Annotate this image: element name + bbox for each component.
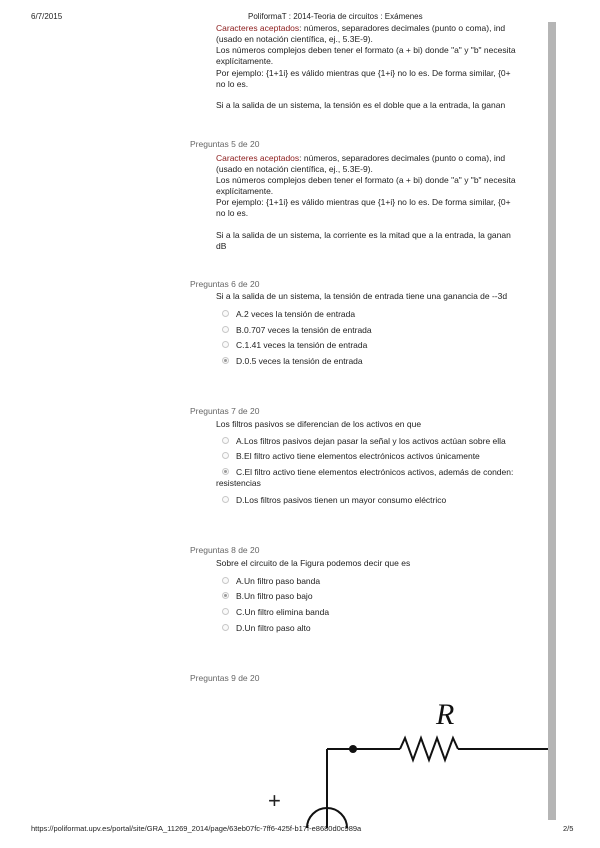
radio-button[interactable] [222,608,229,615]
help-line: explícitamente. [216,186,274,196]
scrollbar[interactable] [548,22,556,820]
question-heading-6: Preguntas 6 de 20 [190,279,260,289]
accepted-chars-label: Caracteres aceptados [216,23,300,33]
resistor-label: R [436,698,455,731]
help-line: explícitamente. [216,56,274,66]
circuit-diagram [260,688,548,828]
answer-option-d[interactable] [222,622,311,633]
help-line: (usado en notación científica, ej., 5.3E-9). [216,164,373,174]
question-text: Sobre el circuito de la Figura podemos decir que es [216,558,411,568]
radio-button-selected[interactable] [222,468,229,475]
help-line: (usado en notación científica, ej., 5.3E-9). [216,34,373,44]
accepted-chars-line [216,23,505,34]
question-heading-5: Preguntas 5 de 20 [190,139,260,149]
answer-option-c[interactable] [222,466,513,477]
option-label: B.0.707 veces la tensión de entrada [236,324,372,335]
option-label: C.1.41 veces la tensión de entrada [236,339,368,350]
question-text: Si a la salida de un sistema, la corriente es la mitad que a la entrada, la ganan [216,230,511,240]
option-label: B.El filtro activo tiene elementos electrónicos activos únicamente [236,450,480,461]
radio-button-selected[interactable] [222,592,229,599]
question-heading-7: Preguntas 7 de 20 [190,406,260,416]
option-label: A.2 veces la tensión de entrada [236,308,356,319]
print-date: 6/7/2015 [31,12,63,21]
radio-button[interactable] [222,496,229,503]
answer-option-d[interactable] [222,355,363,366]
answer-option-a[interactable] [222,575,320,586]
answer-option-c[interactable] [222,606,329,617]
option-label: C.Un filtro elimina banda [236,606,330,617]
radio-button[interactable] [222,341,229,348]
option-label: D.Un filtro paso alto [236,622,311,633]
help-line: Los números complejos deben tener el formato (a + bi) donde "a" y "b" necesita [216,45,516,55]
help-line: Por ejemplo: {1+1i} es válido mientras que {1+i} no lo es. De forma similar, {0+ [216,197,511,207]
option-label: D.Los filtros pasivos tienen un mayor consumo eléctrico [236,494,447,505]
radio-button[interactable] [222,577,229,584]
radio-button-selected[interactable] [222,357,229,364]
accepted-chars-line [216,153,505,164]
option-label: D.0.5 veces la tensión de entrada [236,355,363,366]
answer-option-b[interactable] [222,590,313,601]
help-line: Por ejemplo: {1+1i} es válido mientras que {1+i} no lo es. De forma similar, {0+ [216,68,511,78]
answer-option-a[interactable] [222,308,355,319]
accepted-chars-text: : números, separadores decimales (punto o coma), ind [299,23,506,33]
question-text: Si a la salida de un sistema, la tensión es el doble que a la entrada, la ganan [216,100,506,110]
accepted-chars-label: Caracteres aceptados [216,153,300,163]
answer-option-c[interactable] [222,339,367,350]
radio-button[interactable] [222,310,229,317]
print-page-number: 2/5 [563,824,574,833]
question-heading-8: Preguntas 8 de 20 [190,545,260,555]
answer-option-d[interactable] [222,494,446,505]
print-page-title: PoliformaT : 2014-Teoria de circuitos : Exámenes [248,12,423,21]
answer-option-b[interactable] [222,324,372,335]
help-line: no lo es. [216,79,249,89]
radio-button[interactable] [222,624,229,631]
help-line: no lo es. [216,208,249,218]
answer-option-b[interactable] [222,450,480,461]
option-label: A.Un filtro paso banda [236,575,321,586]
question-heading-9: Preguntas 9 de 20 [190,673,260,683]
option-label: A.Los filtros pasivos dejan pasar la señal y los activos actúan sobre ella [236,435,506,446]
print-url: https://poliformat.upv.es/portal/site/GRA_11269_2014/page/63eb07fc-7ff6-425f-b17f-e8680d0c989a [31,824,362,833]
question-text: Si a la salida de un sistema, la tensión de entrada tiene una ganancia de --3d [216,291,508,301]
radio-button[interactable] [222,326,229,333]
accepted-chars-text: : números, separadores decimales (punto o coma), ind [299,153,506,163]
question-text: Los filtros pasivos se diferencian de los activos en que [216,419,422,429]
plus-sign: + [268,788,281,813]
answer-option-a[interactable] [222,435,506,446]
option-label: B.Un filtro paso bajo [236,590,313,601]
question-text-cont: dB [216,241,227,251]
radio-button[interactable] [222,437,229,444]
help-line: Los números complejos deben tener el formato (a + bi) donde "a" y "b" necesita [216,175,516,185]
radio-button[interactable] [222,452,229,459]
resistor-symbol [400,738,458,760]
option-label-cont: resistencias [216,478,261,488]
option-label: C.El filtro activo tiene elementos electrónicos activos, además de conden: [236,466,514,477]
